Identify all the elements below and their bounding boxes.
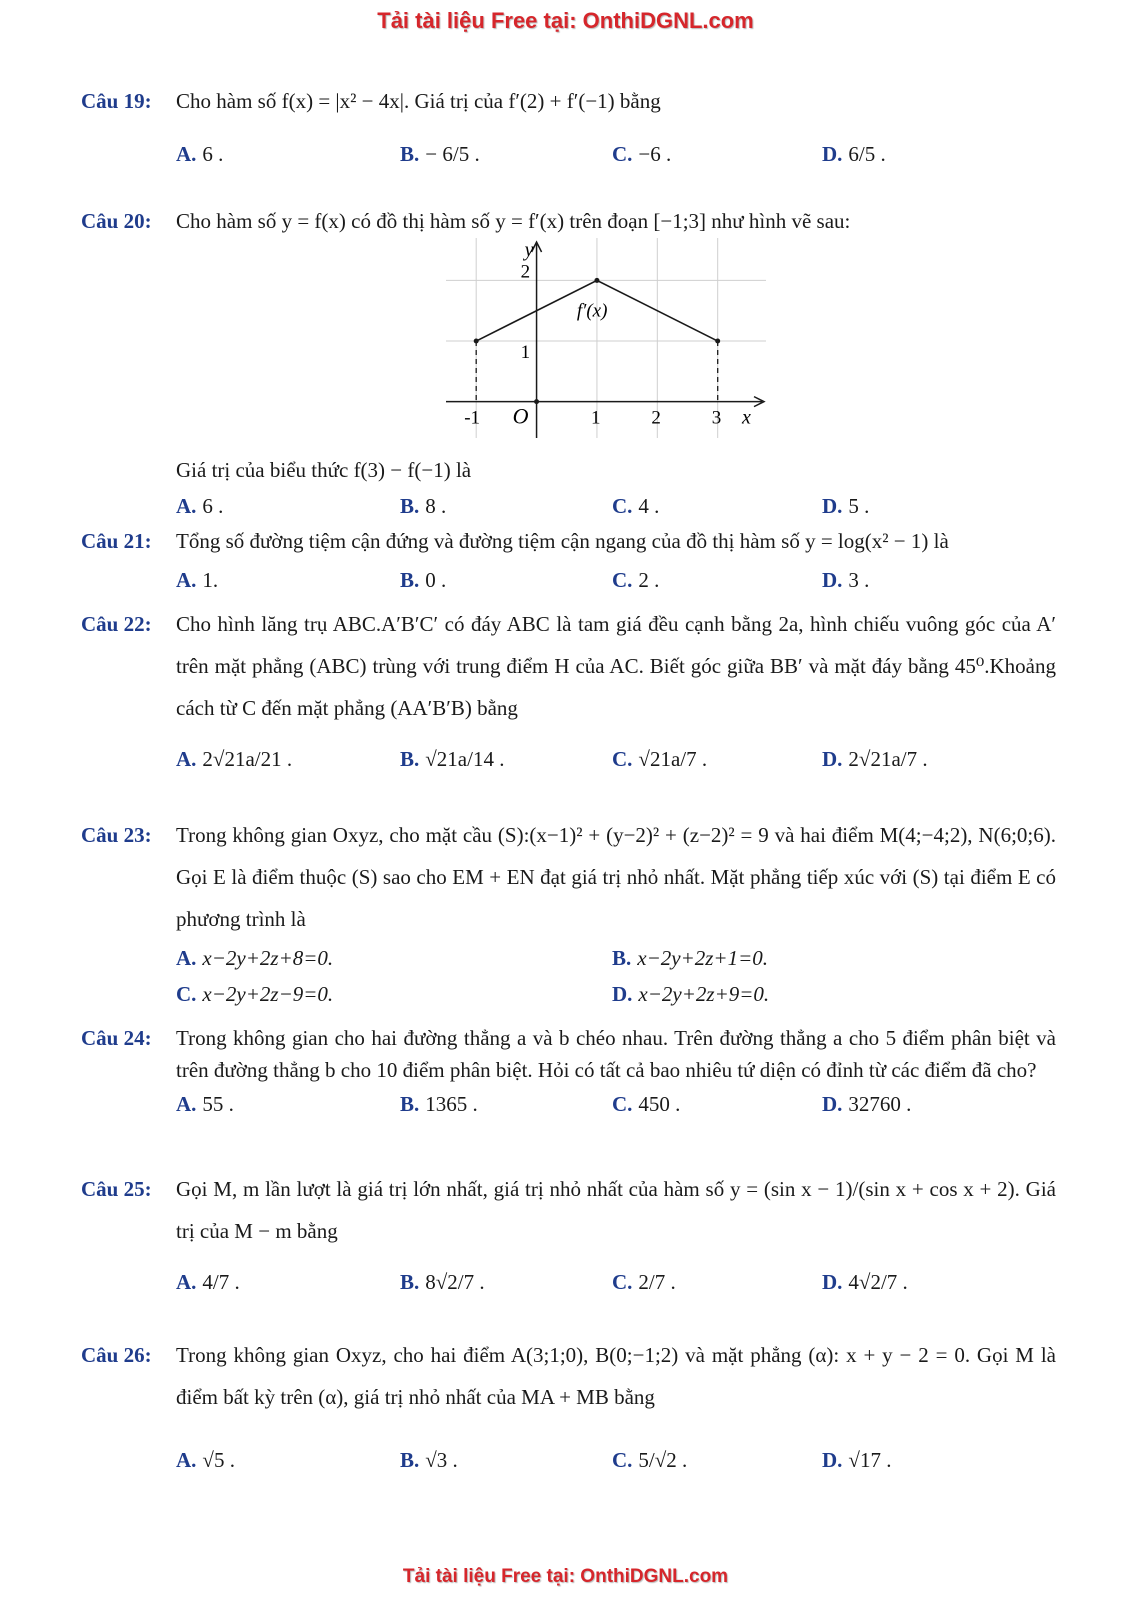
question-text: Cho hàm số y = f(x) có đồ thị hàm số y = f′(x) trên đoạn [−1;3] như hình vẽ sau: xyxy=(176,209,851,233)
question-number: Câu 21: xyxy=(81,529,152,553)
origin-point xyxy=(534,399,539,404)
option-d[interactable]: D. 3 . xyxy=(822,568,870,592)
option-a[interactable]: A. 2√21a/21 . xyxy=(176,747,293,771)
x-tick-label: -1 xyxy=(464,407,481,429)
question-number: Câu 20: xyxy=(81,209,152,233)
question-23 xyxy=(81,814,1056,1012)
option-b[interactable]: B. 8√2/7 . xyxy=(400,1270,485,1294)
option-c[interactable]: C. 2/7 . xyxy=(612,1270,676,1294)
answer-options xyxy=(176,1252,1056,1312)
option-c[interactable]: C. 4 . xyxy=(612,494,660,518)
question-text: Cho hình lăng trụ ABC.A′B′C′ có đáy ABC là tam giá đều cạnh bằng 2a, hình chiếu vuông góc của A′ trên mặt phẳng (ABC) trùng với trung điểm H của AC. Biết góc giữa BB′ và mặt đáy bằng 45⁰.Khoảng cách từ C đến mặt phẳng (AA′B′B) bằng xyxy=(176,612,1056,720)
answer-options xyxy=(176,562,1056,598)
option-d[interactable]: D. 4√2/7 . xyxy=(822,1270,908,1294)
option-c[interactable]: C. 450 . xyxy=(612,1092,681,1116)
option-b[interactable]: B. − 6/5 . xyxy=(400,142,480,166)
option-a[interactable]: A. 6 . xyxy=(176,142,224,166)
x-tick-label: 3 xyxy=(711,407,722,429)
option-b[interactable]: B. 0 . xyxy=(400,568,447,592)
curve-label: f′(x) xyxy=(576,300,608,322)
option-a[interactable]: A. 6 . xyxy=(176,494,224,518)
option-c[interactable]: C. 2 . xyxy=(612,568,660,592)
data-point xyxy=(474,339,479,344)
question-text: Trong không gian cho hai đường thẳng a và b chéo nhau. Trên đường thẳng a cho 5 điểm phân biệt và trên đường thẳng b cho 10 điểm phân biệt. Hỏi có tất cả bao nhiêu tứ diện có đỉnh từ các điểm đã cho? xyxy=(176,1026,1056,1082)
answer-options xyxy=(176,729,1056,789)
option-b[interactable]: B. x−2y+2z+1=0. xyxy=(612,946,769,970)
answer-options xyxy=(176,940,1056,976)
answer-options xyxy=(176,1086,1056,1122)
x-tick-label: 1 xyxy=(590,407,601,429)
question-25 xyxy=(81,1168,1056,1312)
option-a[interactable]: A. √5 . xyxy=(176,1448,235,1472)
option-d[interactable]: D. 32760 . xyxy=(822,1092,912,1116)
option-a[interactable]: A. 1. xyxy=(176,568,219,592)
y-tick-label: 2 xyxy=(520,261,531,283)
question-ask: Giá trị của biểu thức f(3) − f(−1) là xyxy=(176,458,472,482)
question-22 xyxy=(81,603,1056,789)
graph-svg xyxy=(446,238,766,438)
question-text: Tổng số đường tiệm cận đứng và đường tiệm cận ngang của đồ thị hàm số y = log(x² − 1) là xyxy=(176,529,949,553)
x-axis-label: x xyxy=(742,406,751,429)
question-number: Câu 25: xyxy=(81,1177,152,1201)
option-d[interactable]: D. 6/5 . xyxy=(822,142,886,166)
option-b[interactable]: B. 8 . xyxy=(400,494,447,518)
option-d[interactable]: D. 2√21a/7 . xyxy=(822,747,928,771)
question-19 xyxy=(81,80,1056,184)
question-24 xyxy=(81,1022,1056,1122)
question-26 xyxy=(81,1334,1056,1490)
option-c[interactable]: C. 5/√2 . xyxy=(612,1448,688,1472)
footer-banner[interactable]: Tải tài liệu Free tại: OnthiDGNL.com xyxy=(402,1566,729,1587)
data-point xyxy=(594,278,599,283)
header-banner[interactable]: Tải tài liệu Free tại: OnthiDGNL.com xyxy=(377,8,754,33)
question-number: Câu 22: xyxy=(81,612,152,636)
answer-options xyxy=(176,124,1056,184)
option-c[interactable]: C. √21a/7 . xyxy=(612,747,708,771)
option-b[interactable]: B. √3 . xyxy=(400,1448,458,1472)
option-b[interactable]: B. 1365 . xyxy=(400,1092,478,1116)
option-a[interactable]: A. 55 . xyxy=(176,1092,234,1116)
question-number: Câu 19: xyxy=(81,89,152,113)
option-c[interactable]: C. x−2y+2z−9=0. xyxy=(176,982,334,1006)
y-tick-label: 1 xyxy=(520,342,531,364)
question-number: Câu 24: xyxy=(81,1026,152,1050)
question-text: Cho hàm số f(x) = |x² − 4x|. Giá trị của f′(2) + f′(−1) bằng xyxy=(176,89,661,113)
option-d[interactable]: D. x−2y+2z+9=0. xyxy=(612,982,770,1006)
y-axis-label: y xyxy=(524,239,534,261)
x-tick-label: 2 xyxy=(651,407,661,429)
question-text: Gọi M, m lần lượt là giá trị lớn nhất, giá trị nhỏ nhất của hàm số y = (sin x − 1)/(sin x + cos x + 2). Giá trị của M − m bằng xyxy=(176,1177,1056,1243)
data-point xyxy=(715,339,720,344)
option-d[interactable]: D. √17 . xyxy=(822,1448,892,1472)
derivative-graph xyxy=(176,239,1056,452)
question-20 xyxy=(81,200,1056,524)
question-number: Câu 23: xyxy=(81,823,152,847)
x-tick-label: O xyxy=(512,403,529,429)
option-c[interactable]: C. −6 . xyxy=(612,142,672,166)
question-text: Trong không gian Oxyz, cho hai điểm A(3;1;0), B(0;−1;2) và mặt phẳng (α): x + y − 2 = 0. Gọi M là điểm bất kỳ trên (α), giá trị nhỏ nhất của MA + MB bằng xyxy=(176,1343,1056,1409)
option-a[interactable]: A. x−2y+2z+8=0. xyxy=(176,946,334,970)
question-21 xyxy=(81,520,1056,598)
option-d[interactable]: D. 5 . xyxy=(822,494,870,518)
answer-options xyxy=(176,1430,1056,1490)
question-number: Câu 26: xyxy=(81,1343,152,1367)
option-a[interactable]: A. 4/7 . xyxy=(176,1270,240,1294)
question-text: Trong không gian Oxyz, cho mặt cầu (S):(x−1)² + (y−2)² + (z−2)² = 9 và hai điểm M(4;−4;2), N(6;0;6). Gọi E là điểm thuộc (S) sao cho EM + EN đạt giá trị nhỏ nhất. Mặt phẳng tiếp xúc với (S) tại điểm E có phương trình là xyxy=(176,823,1056,931)
option-b[interactable]: B. √21a/14 . xyxy=(400,747,505,771)
answer-options-row2 xyxy=(176,976,1056,1012)
answer-options xyxy=(176,488,1056,524)
